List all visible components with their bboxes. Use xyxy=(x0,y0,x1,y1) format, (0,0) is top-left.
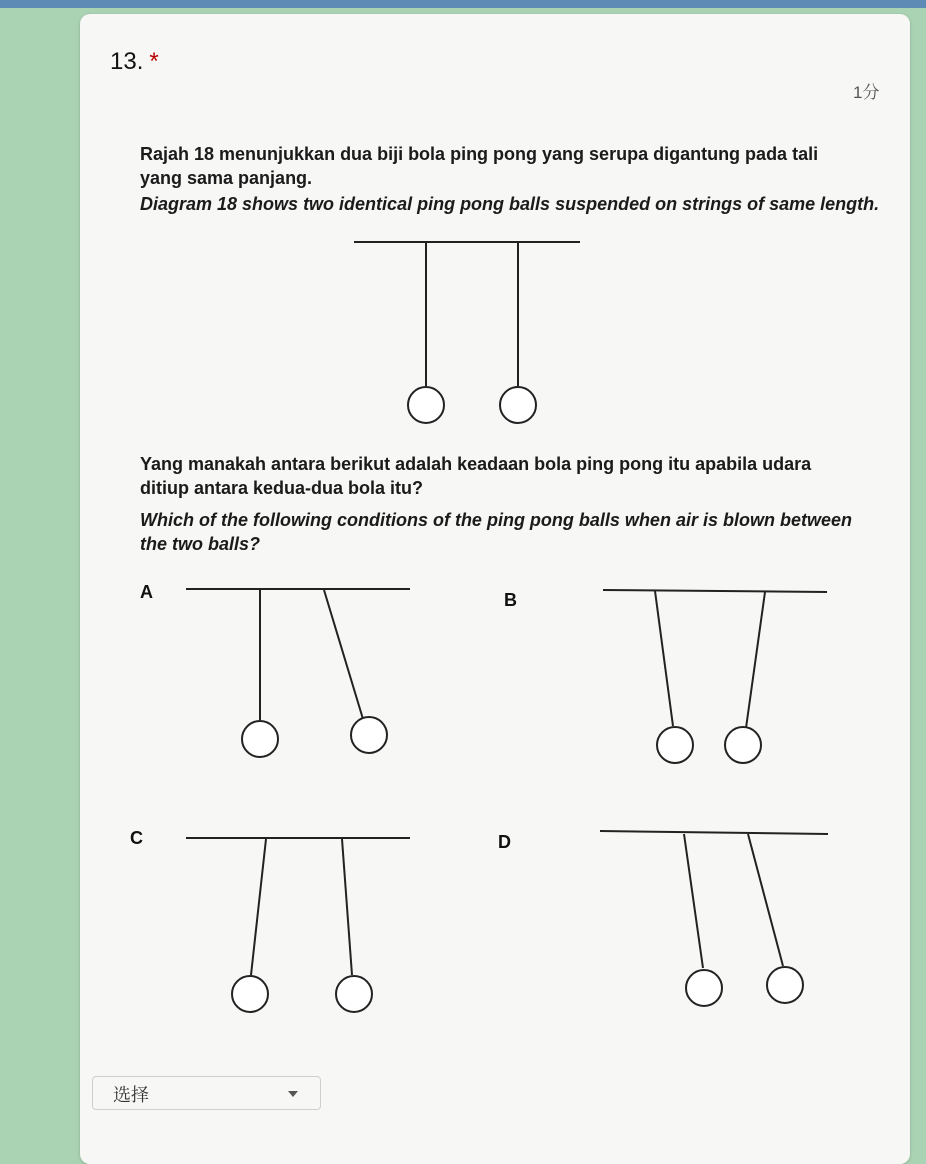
question-number xyxy=(110,48,159,76)
left-ball xyxy=(242,721,278,757)
support-bar xyxy=(603,590,827,592)
option-d-label: D xyxy=(498,832,511,852)
option-b-label: B xyxy=(504,590,517,610)
option-d-diagram xyxy=(600,826,832,1016)
right-string xyxy=(748,834,783,966)
question-prompt-english: Which of the following conditions of the ping pong balls when air is blown between the two balls? xyxy=(140,510,852,554)
right-ball xyxy=(725,727,761,763)
question-stem-malay: Rajah 18 menunjukkan dua biji bola ping pong yang serupa digantung pada tali yang sama panjang. xyxy=(140,144,819,188)
left-string xyxy=(684,834,703,968)
right-string xyxy=(342,839,352,975)
right-ball xyxy=(500,387,536,423)
diagram-18 xyxy=(350,236,590,436)
right-string xyxy=(324,590,363,719)
left-ball xyxy=(657,727,693,763)
question-stem-english: Diagram 18 shows two identical ping pong balls suspended on strings of same length. xyxy=(140,194,880,214)
support-bar xyxy=(600,831,828,834)
dropdown-placeholder: 选择 xyxy=(113,1085,149,1105)
chevron-down-icon xyxy=(288,1091,298,1097)
left-string xyxy=(251,839,266,975)
right-string xyxy=(746,592,765,728)
option-a-label: A xyxy=(140,582,153,602)
right-ball xyxy=(336,976,372,1012)
answer-dropdown[interactable] xyxy=(92,1076,321,1110)
question-prompt-malay: Yang manakah antara berikut adalah keadaan bola ping pong itu apabila udara ditiup antara kedua-dua bola itu? xyxy=(140,454,812,498)
top-accent-bar xyxy=(0,0,926,8)
option-c-diagram xyxy=(186,832,416,1022)
option-b-diagram xyxy=(603,586,833,771)
right-ball xyxy=(351,717,387,753)
right-ball xyxy=(767,967,803,1003)
question-points: 1分 xyxy=(853,83,880,102)
left-ball xyxy=(686,970,722,1006)
required-mark: * xyxy=(149,48,159,75)
question-number-text: 13. xyxy=(110,48,144,75)
left-ball xyxy=(232,976,268,1012)
option-a-diagram xyxy=(186,584,416,769)
option-c-label: C xyxy=(130,828,143,848)
left-string xyxy=(655,591,673,726)
left-ball xyxy=(408,387,444,423)
